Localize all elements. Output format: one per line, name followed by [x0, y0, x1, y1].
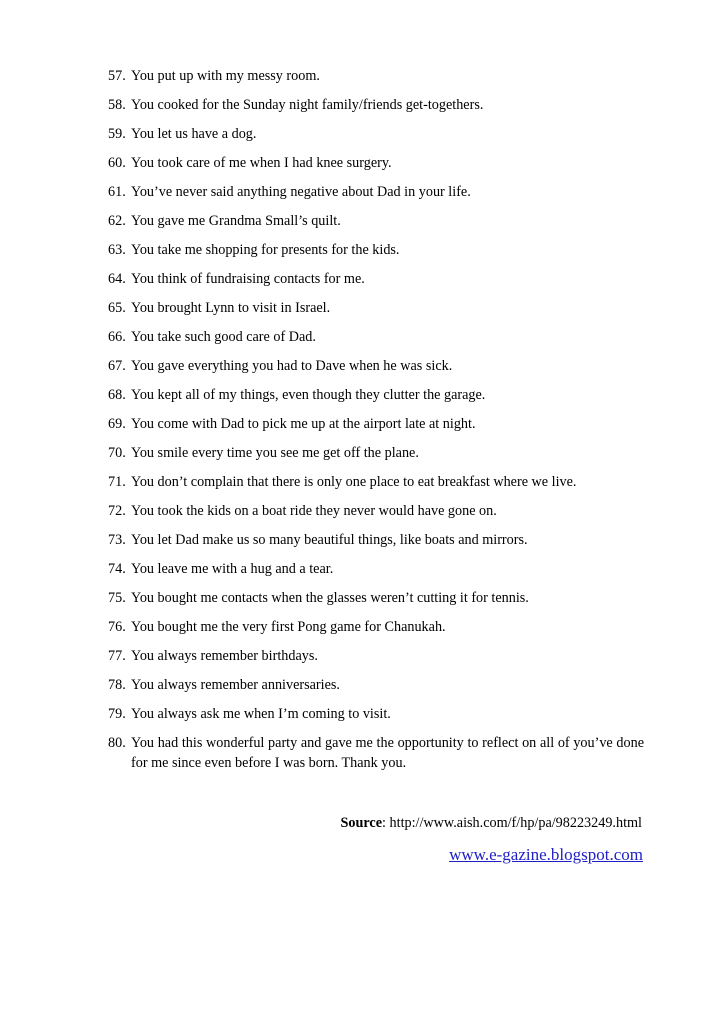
item-text: You gave me Grandma Small’s quilt. — [131, 213, 341, 229]
item-text: You don’t complain that there is only one place to eat breakfast where we live. — [131, 474, 577, 490]
list-item — [108, 501, 644, 521]
list-item — [108, 559, 644, 579]
item-number: 63. — [108, 242, 126, 258]
list-item — [108, 385, 644, 405]
item-text: You always ask me when I’m coming to visit. — [131, 706, 391, 722]
item-text: You bought me the very first Pong game for Chanukah. — [131, 619, 446, 635]
item-text: You always remember anniversaries. — [131, 677, 340, 693]
list-item — [108, 414, 644, 434]
item-number: 79. — [108, 706, 126, 722]
list-item — [108, 443, 644, 463]
item-number: 72. — [108, 503, 126, 519]
item-number: 70. — [108, 445, 126, 461]
item-text: You gave everything you had to Dave when he was sick. — [131, 358, 453, 374]
item-text: You always remember birthdays. — [131, 648, 318, 664]
item-text: You let us have a dog. — [131, 126, 257, 142]
list-item — [108, 269, 644, 289]
item-number: 68. — [108, 387, 126, 403]
item-number: 66. — [108, 329, 126, 345]
list-item — [108, 95, 644, 115]
source-url: http://www.aish.com/f/hp/pa/98223249.html — [389, 815, 642, 831]
item-text: You’ve never said anything negative about Dad in your life. — [131, 184, 471, 200]
item-number: 78. — [108, 677, 126, 693]
item-number: 64. — [108, 271, 126, 287]
item-text: You took the kids on a boat ride they never would have gone on. — [131, 503, 497, 519]
list-item — [108, 588, 644, 608]
item-number: 73. — [108, 532, 126, 548]
list-item — [108, 646, 644, 666]
source-line — [341, 813, 642, 833]
blog-link[interactable]: www.e-gazine.blogspot.com — [449, 845, 643, 864]
item-text: You come with Dad to pick me up at the airport late at night. — [131, 416, 476, 432]
item-number: 76. — [108, 619, 126, 635]
item-number: 67. — [108, 358, 126, 374]
item-text: You had this wonderful party and gave me the opportunity to reflect on all of you’ve done for me since even before I was born. Thank you. — [131, 735, 644, 771]
item-number: 60. — [108, 155, 126, 171]
list-item — [108, 66, 644, 86]
item-number: 74. — [108, 561, 126, 577]
item-number: 62. — [108, 213, 126, 229]
list-item — [108, 153, 644, 173]
item-text: You let Dad make us so many beautiful things, like boats and mirrors. — [131, 532, 528, 548]
item-number: 75. — [108, 590, 126, 606]
list-item — [108, 124, 644, 144]
item-text: You take me shopping for presents for the kids. — [131, 242, 400, 258]
item-number: 57. — [108, 68, 126, 84]
list-item — [108, 472, 644, 492]
list-item — [108, 617, 644, 637]
gratitude-list — [108, 66, 644, 782]
item-number: 69. — [108, 416, 126, 432]
item-number: 65. — [108, 300, 126, 316]
list-item — [108, 704, 644, 724]
list-item — [108, 733, 644, 773]
item-text: You cooked for the Sunday night family/friends get-togethers. — [131, 97, 484, 113]
item-number: 80. — [108, 735, 126, 751]
source-separator: : — [382, 815, 390, 831]
item-text: You think of fundraising contacts for me. — [131, 271, 365, 287]
item-number: 58. — [108, 97, 126, 113]
item-number: 71. — [108, 474, 126, 490]
item-text: You leave me with a hug and a tear. — [131, 561, 334, 577]
list-item — [108, 356, 644, 376]
list-item — [108, 675, 644, 695]
list-item — [108, 240, 644, 260]
item-number: 59. — [108, 126, 126, 142]
list-item — [108, 327, 644, 347]
list-item — [108, 530, 644, 550]
list-item — [108, 211, 644, 231]
item-text: You take such good care of Dad. — [131, 329, 316, 345]
source-label: Source — [340, 815, 383, 831]
item-number: 61. — [108, 184, 126, 200]
item-text: You took care of me when I had knee surgery. — [131, 155, 392, 171]
list-item — [108, 182, 644, 202]
item-text: You smile every time you see me get off the plane. — [131, 445, 419, 461]
item-text: You put up with my messy room. — [131, 68, 320, 84]
list-item — [108, 298, 644, 318]
item-number: 77. — [108, 648, 126, 664]
item-text: You bought me contacts when the glasses weren’t cutting it for tennis. — [131, 590, 529, 606]
item-text: You kept all of my things, even though they clutter the garage. — [131, 387, 486, 403]
item-text: You brought Lynn to visit in Israel. — [131, 300, 331, 316]
